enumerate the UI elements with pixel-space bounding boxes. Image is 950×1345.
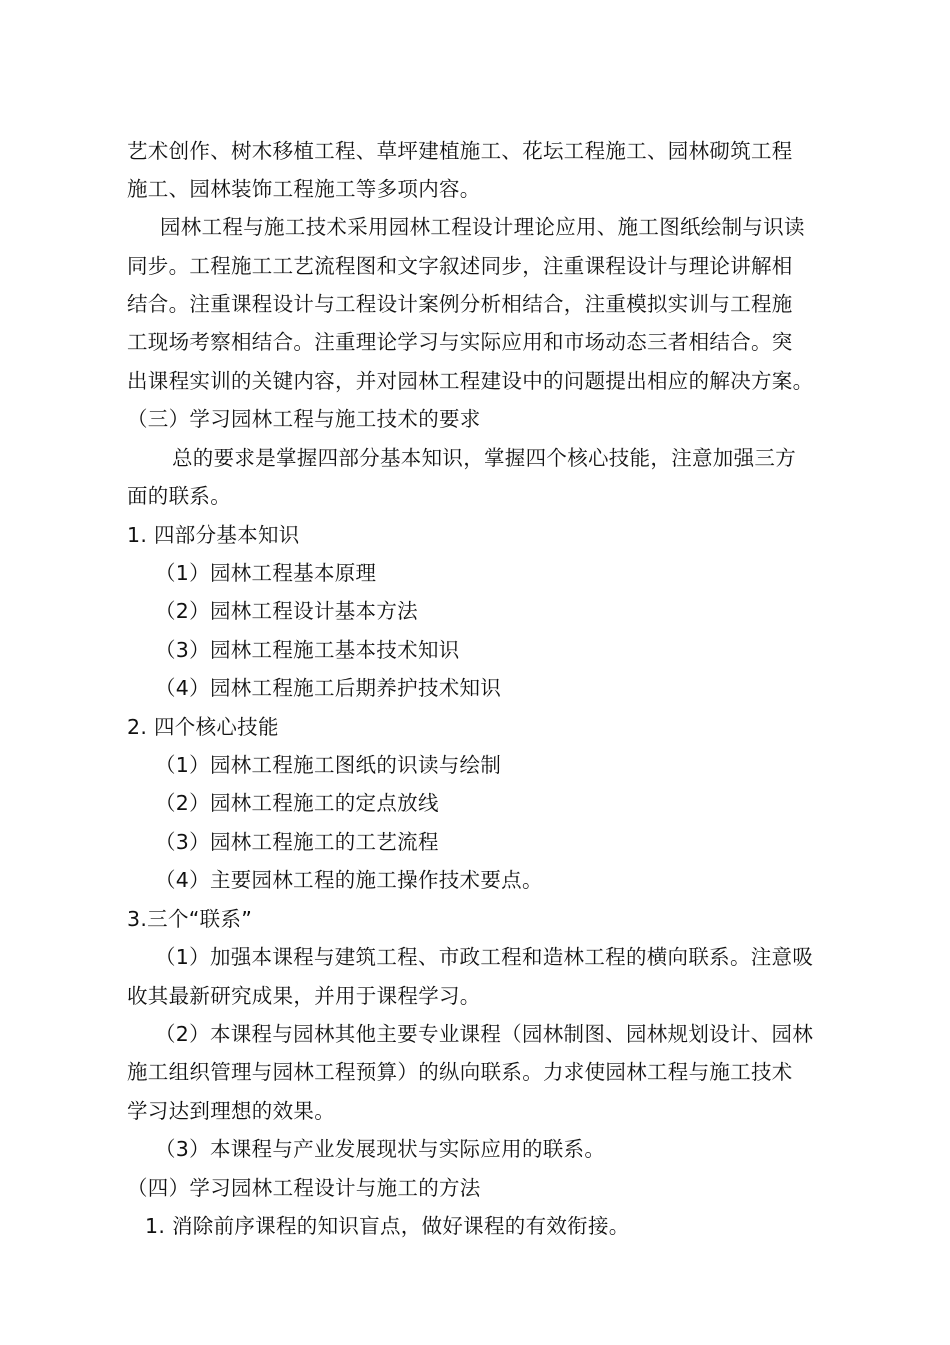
paragraph-line: 面的联系。 (127, 484, 231, 508)
paragraph-line: 学习达到理想的效果。 (127, 1099, 335, 1123)
paragraph-line: 施工组织管理与园林工程预算）的纵向联系。力求使园林工程与施工技术 (127, 1060, 793, 1084)
list-item: （3）园林工程施工的工艺流程 (155, 830, 439, 854)
paragraph-line: 结合。注重课程设计与工程设计案例分析相结合，注重模拟实训与工程施 (127, 292, 793, 316)
section-heading: （四）学习园林工程设计与施工的方法 (127, 1176, 481, 1200)
paragraph-line: 艺术创作、树木移植工程、草坪建植施工、花坛工程施工、园林砌筑工程 (127, 139, 793, 163)
list-item: （2）园林工程施工的定点放线 (155, 791, 439, 815)
paragraph-line: 同步。工程施工工艺流程图和文字叙述同步，注重课程设计与理论讲解相 (127, 254, 793, 278)
list-heading: 2. 四个核心技能 (127, 715, 279, 739)
list-heading: 1. 四部分基本知识 (127, 523, 300, 547)
list-item: （3）本课程与产业发展现状与实际应用的联系。 (155, 1137, 606, 1161)
list-item: 1. 消除前序课程的知识盲点，做好课程的有效衔接。 (145, 1214, 630, 1238)
paragraph-line: 施工、园林装饰工程施工等多项内容。 (127, 177, 481, 201)
paragraph-line: 总的要求是掌握四部分基本知识，掌握四个核心技能，注意加强三方 (172, 446, 796, 470)
list-heading: 3.三个“联系” (127, 907, 253, 931)
paragraph-line: 出课程实训的关键内容，并对园林工程建设中的问题提出相应的解决方案。 (127, 369, 814, 393)
paragraph-line: 园林工程与施工技术采用园林工程设计理论应用、施工图纸绘制与识读 (160, 215, 805, 239)
list-item: （4）主要园林工程的施工操作技术要点。 (155, 868, 543, 892)
list-item: （3）园林工程施工基本技术知识 (155, 638, 460, 662)
list-item: （2）园林工程设计基本方法 (155, 599, 418, 623)
paragraph-line: 工现场考察相结合。注重理论学习与实际应用和市场动态三者相结合。突 (127, 330, 793, 354)
list-item: （2）本课程与园林其他主要专业课程（园林制图、园林规划设计、园林 (155, 1022, 814, 1046)
list-item: （1）园林工程施工图纸的识读与绘制 (155, 753, 502, 777)
section-heading: （三）学习园林工程与施工技术的要求 (127, 407, 481, 431)
list-item: （4）园林工程施工后期养护技术知识 (155, 676, 502, 700)
list-item: （1）加强本课程与建筑工程、市政工程和造林工程的横向联系。注意吸 (155, 945, 814, 969)
list-item: （1）园林工程基本原理 (155, 561, 377, 585)
paragraph-line: 收其最新研究成果，并用于课程学习。 (127, 984, 481, 1008)
